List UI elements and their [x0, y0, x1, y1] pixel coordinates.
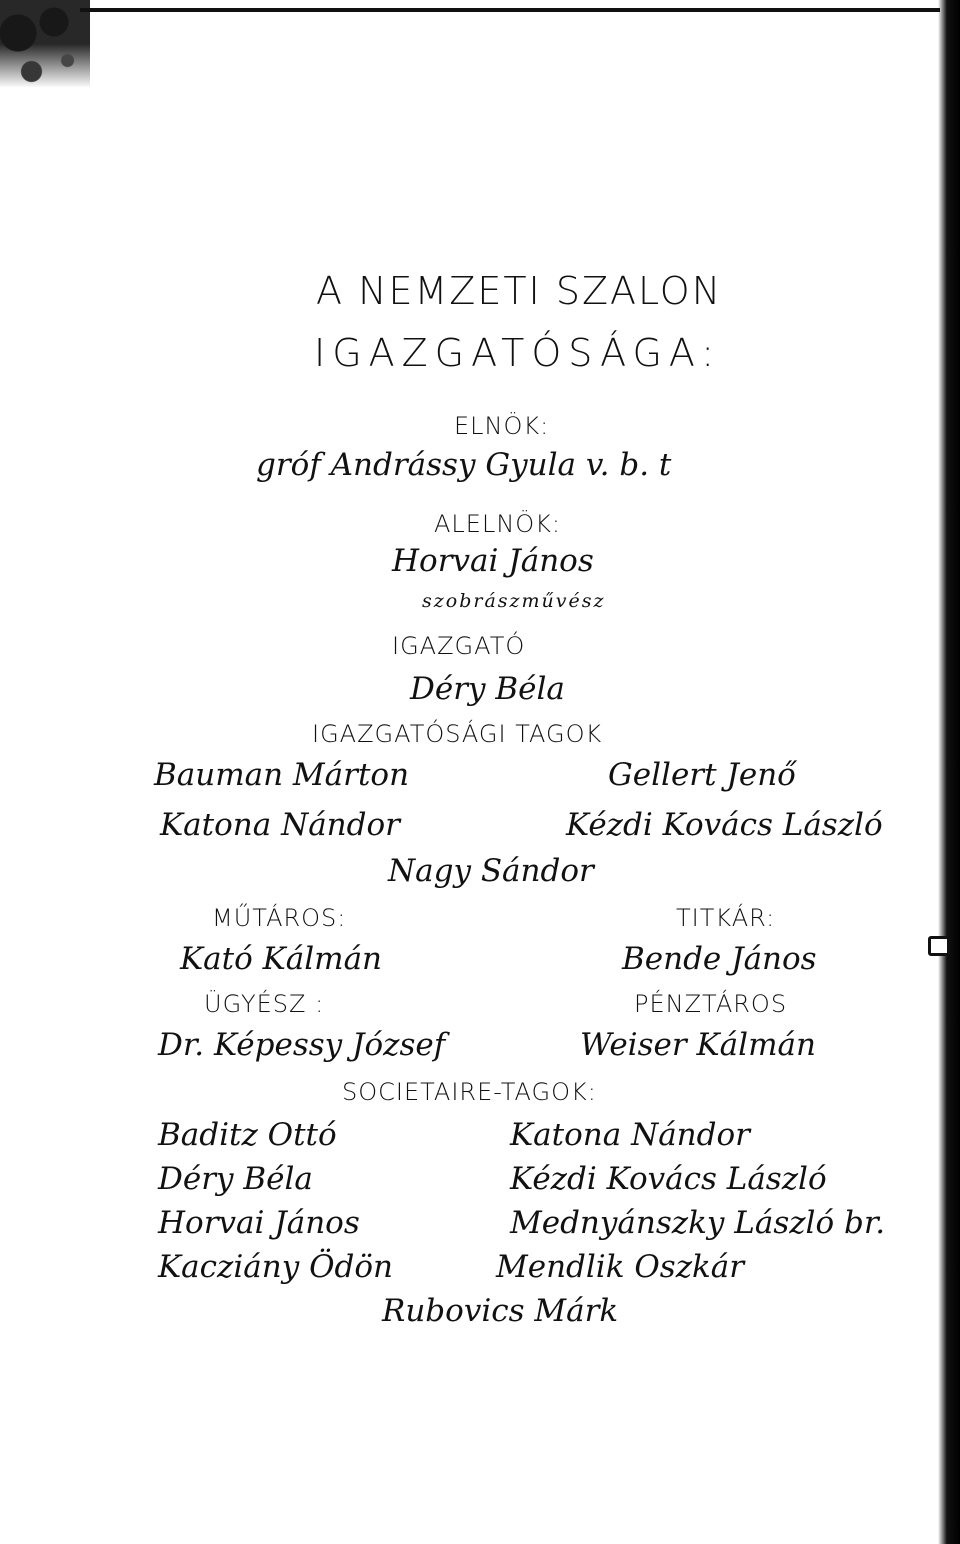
attorney-label: ÜGYÉSZ : [204, 990, 325, 1018]
societaire-member: Rubovics Márk [382, 1293, 619, 1329]
societaire-label: SOCIETAIRE-TAGOK: [342, 1078, 597, 1106]
board-member: Katona Nándor [160, 807, 400, 843]
board-member: Gellert Jenő [608, 757, 796, 793]
director-name: Déry Béla [410, 671, 565, 707]
societaire-member: Baditz Ottó [158, 1117, 337, 1153]
art-dealer-name: Kató Kálmán [180, 941, 383, 977]
societaire-member: Katona Nándor [510, 1117, 750, 1153]
page-title: A NEMZETI SZALON [316, 269, 723, 313]
vice-president-title: szobrászművész [422, 590, 606, 612]
board-label: IGAZGATÓSÁGI TAGOK [312, 720, 603, 748]
board-member: Kézdi Kovács László [566, 807, 883, 843]
secretary-name: Bende János [622, 941, 817, 977]
treasurer-name: Weiser Kálmán [580, 1027, 816, 1063]
societaire-member: Kézdi Kovács László [510, 1161, 827, 1197]
page-subtitle: IGAZGATÓSÁGA: [314, 331, 722, 375]
president-label: ELNÖK: [454, 412, 550, 440]
director-label: IGAZGATÓ [392, 632, 526, 660]
societaire-member: Horvai János [158, 1205, 360, 1241]
attorney-name: Dr. Képessy József [158, 1027, 446, 1063]
art-dealer-label: MŰTÁROS: [212, 904, 347, 932]
societaire-member: Mednyánszky László br. [510, 1205, 886, 1241]
treasurer-label: PÉNZTÁROS [634, 990, 788, 1018]
vice-president-name: Horvai János [392, 543, 594, 579]
vice-president-label: ALELNÖK: [434, 510, 561, 538]
president-name: gróf Andrássy Gyula v. b. t [256, 447, 672, 483]
societaire-member: Déry Béla [158, 1161, 313, 1197]
board-member: Bauman Márton [154, 757, 410, 793]
societaire-member: Kacziány Ödön [158, 1249, 393, 1285]
board-member: Nagy Sándor [388, 853, 594, 889]
secretary-label: TITKÁR: [676, 904, 776, 932]
societaire-member: Mendlik Oszkár [496, 1249, 745, 1285]
